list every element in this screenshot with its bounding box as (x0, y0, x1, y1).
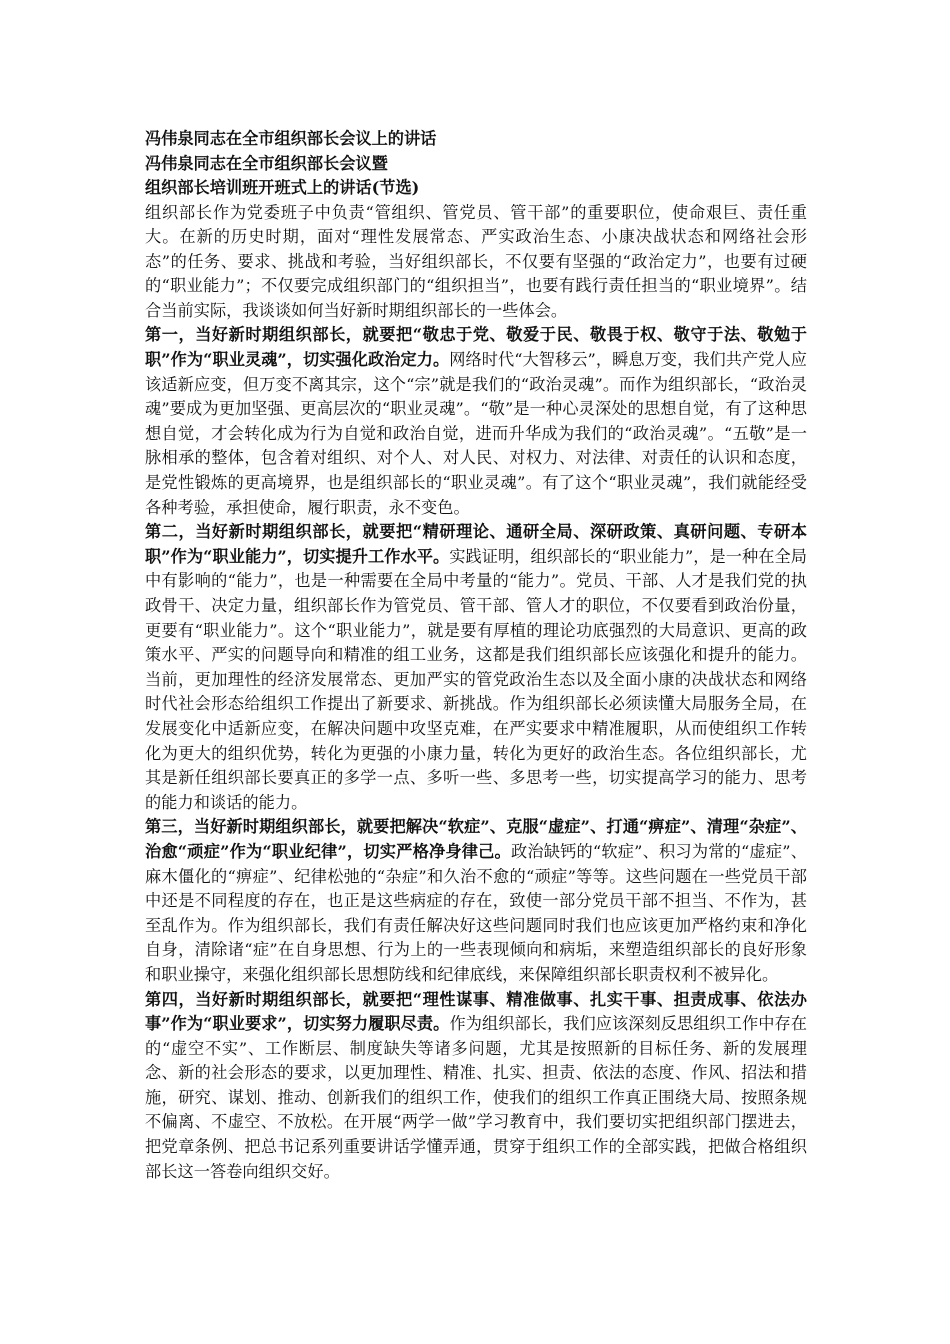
section-4-lead: 第四，当好新时期组织部长，就要把“理性谋事、精准做事、扎实干事、担责成事、依法办事”作为“职业要求”，切实努力履职尽责。 (145, 989, 807, 1034)
document-title-line-3: 组织部长培训班开班式上的讲话(节选) (145, 178, 420, 197)
section-3-body: 政治缺钙的“软症”、积习为常的“虚症”、麻木僵化的“痹症”、纪律松弛的“杂症”和久治不愈的“顽症”等等。这些问题在一些党员干部中还是不同程度的存在，也正是这些病症的存在，致使一部分党员干部不担当、不作为，甚至乱作为。作为组织部长，我们有责任解决好这些问题同时我们也应该更加严格约束和净化自身，清除诸“症”在自身思想、行为上的一些表现倾向和病垢，来塑造组织部长的良好形象和职业操守，来强化组织部长思想防线和纪律底线，来保障组织部长职责权利不被异化。 (145, 841, 807, 984)
section-paragraph-4 (145, 988, 807, 1185)
section-paragraph-1 (145, 323, 807, 520)
section-1-body: 网络时代“大智移云”，瞬息万变，我们共产党人应该适新应变，但万变不离其宗，这个“宗”就是我们的“政治灵魂”。而作为组织部长，“政治灵魂”要成为更加坚强、更高层次的“职业灵魂”。“敬”是一种心灵深处的思想自觉，有了这种思想自觉，才会转化成为行为自觉和政治自觉，进而升华成为我们的“政治灵魂”。“五敬”是一脉相承的整体，包含着对组织、对个人、对人民、对权力、对法律、对责任的认识和态度，是党性锻炼的更高境界，也是组织部长的“职业灵魂”。有了这个“职业灵魂”，我们就能经受各种考验，承担使命，履行职责，永不变色。 (145, 350, 807, 517)
section-2-lead: 第二，当好新时期组织部长，就要把“精研理论、通研全局、深研政策、真研问题、专研本职”作为“职业能力”，切实提升工作水平。 (145, 522, 807, 566)
section-2-body: 实践证明，组织部长的“职业能力”，是一种在全局中有影响的“能力”，也是一种需要在全局中考量的“能力”。党员、干部、人才是我们党的执政骨干、决定力量，组织部长作为管党员、管干部、管人才的职位，不仅要看到政治份量，更要有“职业能力”。这个“职业能力”，就是要有厚植的理论功底强烈的大局意识、更高的政策水平、严实的问题导向和精准的组工业务，这都是我们组织部长应该强化和提升的能力。当前，更加理性的经济发展常态、更加严实的管党政治生态以及全面小康的决战状态和网络时代社会形态给组织工作提出了新要求、新挑战。作为组织部长必须读懂大局服务全局，在发展变化中适新应变，在解决问题中攻坚克难，在严实要求中精准履职，从而使组织工作转化为更大的组织优势，转化为更强的小康力量，转化为更好的政治生态。各位组织部长，尤其是新任组织部长要真正的多学一点、多听一些、多思考一些，切实提高学习的能力、思考的能力和谈话的能力。 (145, 546, 807, 812)
section-paragraph-2 (145, 520, 807, 815)
document-page (145, 127, 807, 1184)
section-paragraph-3 (145, 815, 807, 987)
document-title-line-1: 冯伟泉同志在全市组织部长会议上的讲话 (145, 129, 437, 148)
document-title-line-2: 冯伟泉同志在全市组织部长会议暨 (145, 153, 388, 173)
intro-paragraph: 组织部长作为党委班子中负责“管组织、管党员、管干部”的重要职位，使命艰巨、责任重大。在新的历史时期，面对“理性发展常态、严实政治生态、小康决战状态和网络社会形态”的任务、要求、挑战和考验，当好组织部长，不仅要有坚强的“政治定力”，也要有过硬的“职业能力”；不仅要完成组织部门的“组织担当”，也要有践行责任担当的“职业境界”。结合当前实际，我谈谈如何当好新时期组织部长的一些体会。 (145, 202, 807, 320)
section-4-body: 作为组织部长，我们应该深刻反思组织工作中存在的“虚空不实”、工作断层、制度缺失等诸多问题，尤其是按照新的目标任务、新的发展理念、新的社会形态的要求，以更加理性、精准、扎实、担责、依法的态度、作风、招法和措施，研究、谋划、推动、创新我们的组织工作，使我们的组织工作真正围绕大局、按照条规不偏离、不虚空、不放松。在开展“两学一做”学习教育中，我们要切实把组织部门摆进去，把党章条例、把总书记系列重要讲话学懂弄通，贯穿于组织工作的全部实践，把做合格组织部长这一答卷向组织交好。 (145, 1014, 807, 1181)
section-3-lead: 第三，当好新时期组织部长，就要把解决“软症”、克服“虚症”、打通“痹症”、清理“杂症”、治愈“顽症”作为“职业纪律”，切实严格净身律己。 (145, 817, 807, 861)
section-1-lead: 第一，当好新时期组织部长，就要把“敬忠于党、敬爱于民、敬畏于权、敬守于法、敬勉于职”作为“职业灵魂”，切实强化政治定力。 (145, 325, 807, 370)
